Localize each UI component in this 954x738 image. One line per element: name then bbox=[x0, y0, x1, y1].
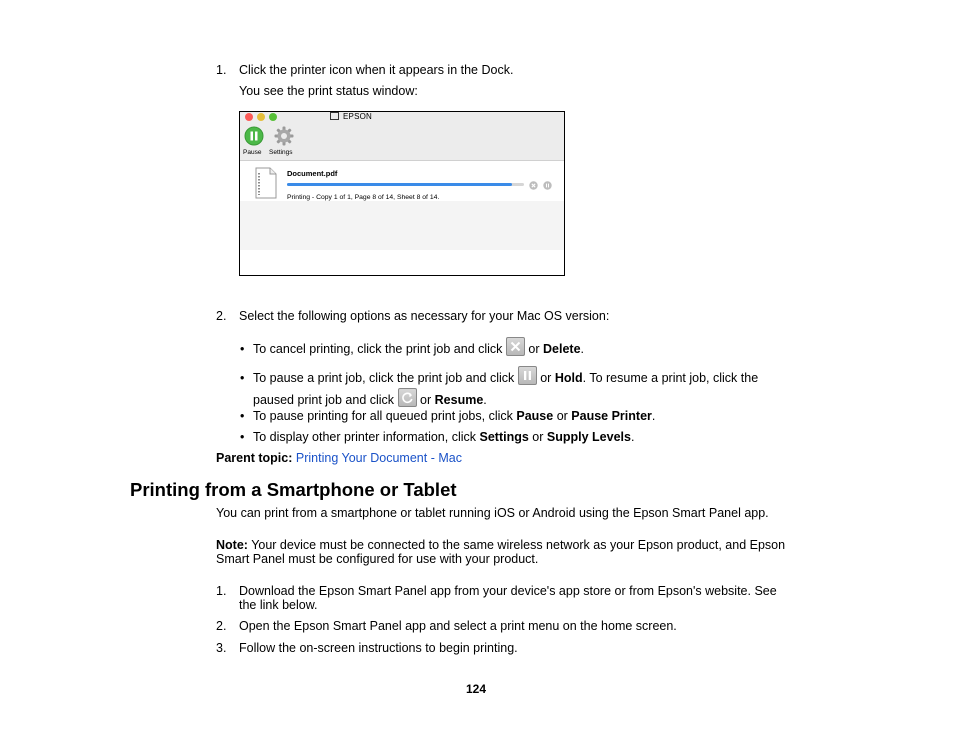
bullet-pause-all: • To pause printing for all queued print jobs, click Pause or Pause Printer. bbox=[240, 409, 656, 423]
parent-topic bbox=[216, 451, 462, 465]
step-2-text: Select the following options as necessary for your Mac OS version: bbox=[239, 309, 610, 323]
smart-step-3-number: 3. bbox=[216, 641, 227, 655]
bullet-cancel: • To cancel printing, click the print job and click or Delete. bbox=[240, 337, 584, 356]
bullet-other-info: • To display other printer information, click Settings or Supply Levels. bbox=[240, 430, 635, 444]
resume-term: Resume bbox=[434, 393, 484, 407]
step-1-subtext: You see the print status window: bbox=[239, 84, 418, 98]
delete-job-icon[interactable] bbox=[529, 181, 538, 190]
bullet-pause-job-line2: paused print job and click or Resume. bbox=[253, 388, 487, 407]
bullet-pause-job: • To pause a print job, click the print job and click or Hold. To resume a print job, click the bbox=[240, 366, 758, 385]
print-status-window bbox=[239, 111, 565, 276]
window-titlebar bbox=[240, 112, 564, 161]
parent-topic-label: Parent topic: bbox=[216, 451, 293, 465]
intro-text: You can print from a smartphone or tablet running iOS or Android using the Epson Smart Panel app. bbox=[216, 506, 769, 520]
window-title: EPSON bbox=[330, 112, 372, 121]
job-progress-bar bbox=[287, 183, 524, 186]
document-icon bbox=[254, 167, 278, 199]
note-line-2: Smart Panel must be configured for use with your product. bbox=[216, 552, 539, 566]
step-1-text: Click the printer icon when it appears in the Dock. bbox=[239, 63, 514, 77]
job-progress-fill bbox=[287, 183, 512, 186]
smart-step-1-line1: Download the Epson Smart Panel app from your device's app store or from Epson's website. See bbox=[239, 584, 777, 598]
pause-icon bbox=[244, 126, 264, 146]
gear-icon bbox=[274, 126, 294, 146]
smart-step-1-number: 1. bbox=[216, 584, 227, 598]
page-number: 124 bbox=[466, 682, 487, 696]
minimize-window-icon[interactable] bbox=[257, 113, 265, 121]
window-bottom-area bbox=[240, 250, 564, 275]
job-list-empty-area bbox=[240, 201, 564, 250]
note-label: Note: bbox=[216, 538, 248, 552]
resume-refresh-icon bbox=[398, 388, 417, 407]
close-window-icon[interactable] bbox=[245, 113, 253, 121]
hold-job-icon[interactable] bbox=[543, 181, 552, 190]
job-status: Printing - Copy 1 of 1, Page 8 of 14, Sheet 8 of 14. bbox=[287, 194, 440, 201]
print-job-row[interactable] bbox=[240, 161, 564, 201]
pause-label: Pause bbox=[243, 149, 262, 156]
note-line-1: Note: Your device must be connected to the same wireless network as your Epson product, and Epson bbox=[216, 538, 786, 552]
section-heading: Printing from a Smartphone or Tablet bbox=[130, 479, 457, 500]
smart-step-3-line1: Follow the on-screen instructions to begin printing. bbox=[239, 641, 518, 655]
printer-icon bbox=[330, 112, 339, 120]
smart-step-2-number: 2. bbox=[216, 619, 227, 633]
job-name: Document.pdf bbox=[287, 169, 338, 178]
zoom-window-icon[interactable] bbox=[269, 113, 277, 121]
smart-step-2-line1: Open the Epson Smart Panel app and select a print menu on the home screen. bbox=[239, 619, 677, 633]
step-2-number: 2. bbox=[216, 309, 227, 323]
delete-x-icon bbox=[506, 337, 525, 356]
hold-pause-icon bbox=[518, 366, 537, 385]
step-1-number: 1. bbox=[216, 63, 227, 77]
smart-step-1-line2: the link below. bbox=[239, 598, 318, 612]
parent-topic-link[interactable]: Printing Your Document - Mac bbox=[295, 451, 462, 465]
hold-term: Hold bbox=[554, 371, 583, 385]
settings-label: Settings bbox=[269, 149, 293, 156]
delete-term: Delete bbox=[543, 342, 581, 356]
